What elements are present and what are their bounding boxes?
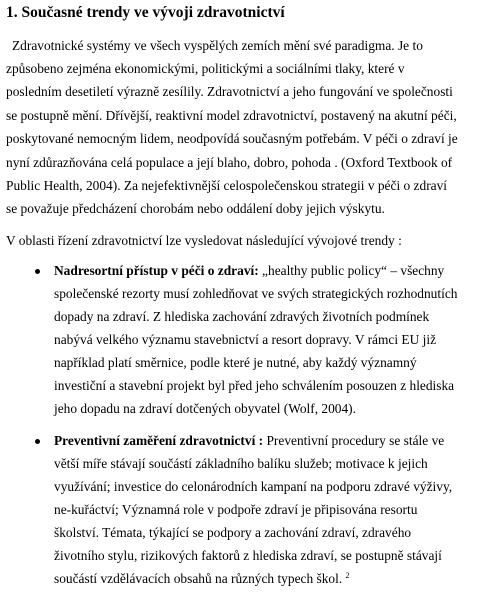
bullet-1-line-7: jeho dopadu na zdraví dotčených obyvatel (Wolf, 2004). — [54, 401, 356, 416]
bullet-2-line-6: životního stylu, rizikových faktorů z hlediska zdraví, se postupně stávají — [54, 548, 442, 563]
intro-line-6: nyní zdůrazňována celá populace a její blaho, dobro, pohoda . (Oxford Textbook of — [6, 155, 453, 170]
bullet-1-line-2: společenské rezorty musí zohledňovat ve svých strategických rozhodnutích — [54, 286, 458, 301]
intro-line-2: způsobeno zejména ekonomickými, politickými a sociálními tlaky, které v — [6, 61, 405, 76]
bullet-2-line-1 — [54, 432, 444, 450]
bullet-1-line-4: nabývá velkého významu stavebnictví a resort dopravy. V rámci EU již — [54, 332, 437, 347]
bullet-2-line-7 — [54, 570, 350, 588]
bullet-1-line-3: dopady na zdraví. Z hlediska zachování zdravých životních podmínek — [54, 309, 430, 324]
bullet-2-line-4: ne-kuřáctví; Významná role v podpoře zdraví je připisována resortu — [54, 502, 418, 517]
bullet-2-line-5: školství. Témata, týkající se podpory a zachování zdraví, zdravého — [54, 525, 412, 540]
footnote-ref[interactable]: 2 — [345, 571, 350, 580]
bullet-2-line-3: využívání; investice do celonárodních kampaní na podporu zdravé výživy, — [54, 479, 453, 494]
bullet-2-first-rest: Preventivní procedury se stále ve — [263, 433, 445, 448]
intro-line-4: se postupně mění. Dřívější, reaktivní model zdravotnictví, postavený na akutní péči, — [6, 108, 457, 123]
bullet-1-first-rest: „healthy public policy“ – všechny — [258, 263, 445, 278]
bullet-dot — [35, 439, 40, 444]
section-heading: 1. Současné trendy ve vývoji zdravotnictví — [6, 4, 285, 21]
bullet-dot — [35, 269, 40, 274]
bullet-2-last-text: součástí vzdělávacích obsahů na různých typech škol. — [54, 571, 346, 586]
bullet-1-line-1 — [54, 262, 444, 280]
intro-line-3: posledním desetiletí výrazně zesílily. Zdravotnictví a jeho fungování ve společnosti — [6, 84, 453, 99]
bullet-2-line-2: větší míře stávají součástí základního balíku služeb; motivace k jejich — [54, 456, 428, 471]
intro-line-8: se považuje předcházení chorobám nebo oddálení doby jejich výskytu. — [6, 201, 385, 216]
bullet-1-line-6: investiční a stavební projekt byl před jeho schválením posouzen z hlediska — [54, 378, 455, 393]
trends-intro: V oblasti řízení zdravotnictví lze vysledovat následující vývojové trendy : — [6, 233, 402, 248]
intro-line-1: Zdravotnické systémy ve všech vyspělých zemích mění své paradigma. Je to — [12, 38, 423, 53]
bullet-1-title: Nadresortní přístup v péči o zdraví: — [54, 263, 259, 278]
intro-line-5: poskytované nemocným lidem, neodpovídá současným potřebám. V péči o zdraví je — [6, 131, 458, 146]
bullet-1-line-5: například platí směrnice, podle které je nutné, aby každý významný — [54, 355, 417, 370]
intro-line-7: Public Health, 2004). Za nejefektivnější celospolečenskou strategii v péči o zdraví — [6, 178, 448, 193]
bullet-2-title: Preventivní zaměření zdravotnictví : — [54, 433, 264, 448]
